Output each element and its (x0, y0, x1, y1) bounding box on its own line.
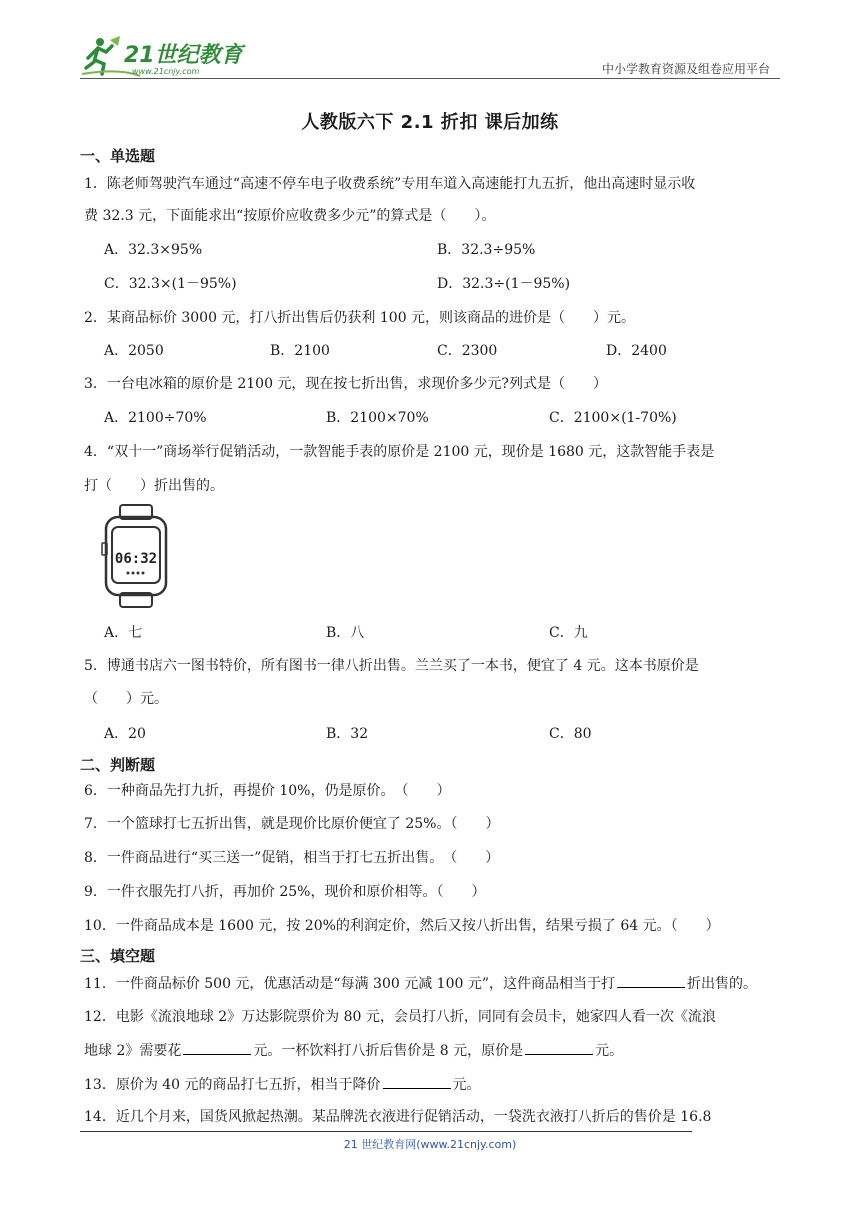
q4-option-c: C．九 (549, 625, 588, 641)
q1-option-b: B．32.3÷95% (437, 242, 536, 258)
q12-blank-2[interactable] (525, 1040, 593, 1055)
question-3-line-1: 3．一台电冰箱的原价是 2100 元，现在按七折出售，求现价多少元?列式是（ ） (84, 376, 607, 392)
question-4-line-1: 4．“双十一”商场举行促销活动，一款智能手表的原价是 2100 元，现价是 1680 元，这款智能手表是 (84, 444, 715, 460)
q11-blank[interactable] (617, 973, 685, 988)
question-5-line-2: （ ）元。 (84, 691, 168, 707)
question-6: 6．一种商品先打九折，再提价 10%，仍是原价。 （ ） (84, 783, 451, 799)
q5-option-b: B．32 (326, 726, 369, 742)
section-heading-fill-blank: 三、填空题 (80, 947, 156, 965)
q11-text-b: 折出售的。 (687, 976, 757, 992)
q5-option-a: A．20 (104, 726, 146, 742)
q13-text-a: 13．原价为 40 元的商品打七五折，相当于降价 (84, 1077, 381, 1093)
q2-option-a: A．2050 (104, 343, 164, 359)
question-7: 7．一个篮球打七五折出售，就是现价比原价便宜了 25%。（ ） (84, 816, 500, 832)
question-2-line-1: 2．某商品标价 3000 元，打八折出售后仍获利 100 元，则该商品的进价是（ ）元。 (84, 310, 636, 326)
q4-option-a: A．七 (104, 625, 143, 641)
q12-text-b: 元。一杯饮料打八折后售价是 8 元，原价是 (253, 1043, 524, 1059)
q1-option-a: A．32.3×95% (104, 242, 203, 258)
watch-time-text: 06:32 (114, 551, 158, 567)
question-1-line-2: 费 32.3 元，下面能求出“按原价应收费多少元”的算式是（ ）。 (84, 208, 496, 224)
q4-option-b: B．八 (326, 625, 365, 641)
logo-text: 21世纪教育 (124, 43, 243, 68)
q12-text-c: 元。 (595, 1043, 624, 1059)
logo-icon (80, 32, 250, 80)
q13-blank[interactable] (383, 1074, 451, 1089)
question-14-line-1: 14．近几个月来，国货风掀起热潮。某品牌洗衣液进行促销活动，一袋洗衣液打八折后的售价是 16.8 (84, 1109, 712, 1125)
smart-watch-icon (100, 503, 172, 609)
section-heading-true-false: 二、判断题 (80, 756, 156, 774)
q11-text-a: 11．一件商品标价 500 元，优惠活动是“每满 300 元减 100 元”，这件商品相当于打 (84, 976, 615, 992)
q2-option-c: C．2300 (437, 343, 498, 359)
question-5-line-1: 5．博通书店六一图书特价，所有图书一律八折出售。兰兰买了一本书，便宜了 4 元。这本书原价是 (84, 658, 699, 674)
header-divider (80, 78, 780, 79)
q1-option-c: C．32.3×(1－95%) (104, 276, 237, 292)
q1-option-d: D．32.3÷(1－95%) (437, 276, 571, 292)
section-heading-single-choice: 一、单选题 (80, 147, 156, 165)
q13-text-b: 元。 (452, 1077, 481, 1093)
q2-option-d: D．2400 (606, 343, 667, 359)
header-platform-text: 中小学教育资源及组卷应用平台 (601, 62, 770, 76)
question-8: 8．一件商品进行“买三送一”促销，相当于打七五折出售。 （ ） (84, 850, 500, 866)
question-10: 10．一件商品成本是 1600 元，按 20%的利润定价，然后又按八折出售，结果亏损了 64 元。（ ） (84, 918, 720, 934)
question-11 (84, 973, 757, 994)
q3-option-c: C．2100×(1-70%) (549, 410, 677, 426)
q3-option-a: A．2100÷70% (104, 410, 207, 426)
page-title: 人教版六下 2.1 折扣 课后加练 (301, 112, 559, 133)
question-9: 9．一件衣服先打八折，再加价 25%，现价和原价相等。（ ） (84, 884, 486, 900)
footer-divider (80, 1131, 692, 1132)
q5-option-c: C．80 (549, 726, 592, 742)
question-12-line-1: 12．电影《流浪地球 2》万达影院票价为 80 元，会员打八折，同同有会员卡，她家四人看一次《流浪 (84, 1009, 716, 1025)
question-13 (84, 1074, 481, 1095)
q2-option-b: B．2100 (270, 343, 330, 359)
q12-text-a: 地球 2》需要花 (84, 1043, 182, 1059)
footer-text: 21 世纪教育网(www.21cnjy.com) (343, 1138, 517, 1151)
question-1-line-1: 1．陈老师驾驶汽车通过“高速不停车电子收费系统”专用车道入高速能打九五折，他出高速时显示收 (84, 176, 696, 192)
logo-url: www.21cnjy.com (132, 67, 200, 76)
question-4-line-2: 打（ ）折出售的。 (84, 478, 224, 494)
q3-option-b: B．2100×70% (326, 410, 429, 426)
question-12-line-2 (84, 1040, 623, 1061)
q12-blank-1[interactable] (183, 1040, 251, 1055)
